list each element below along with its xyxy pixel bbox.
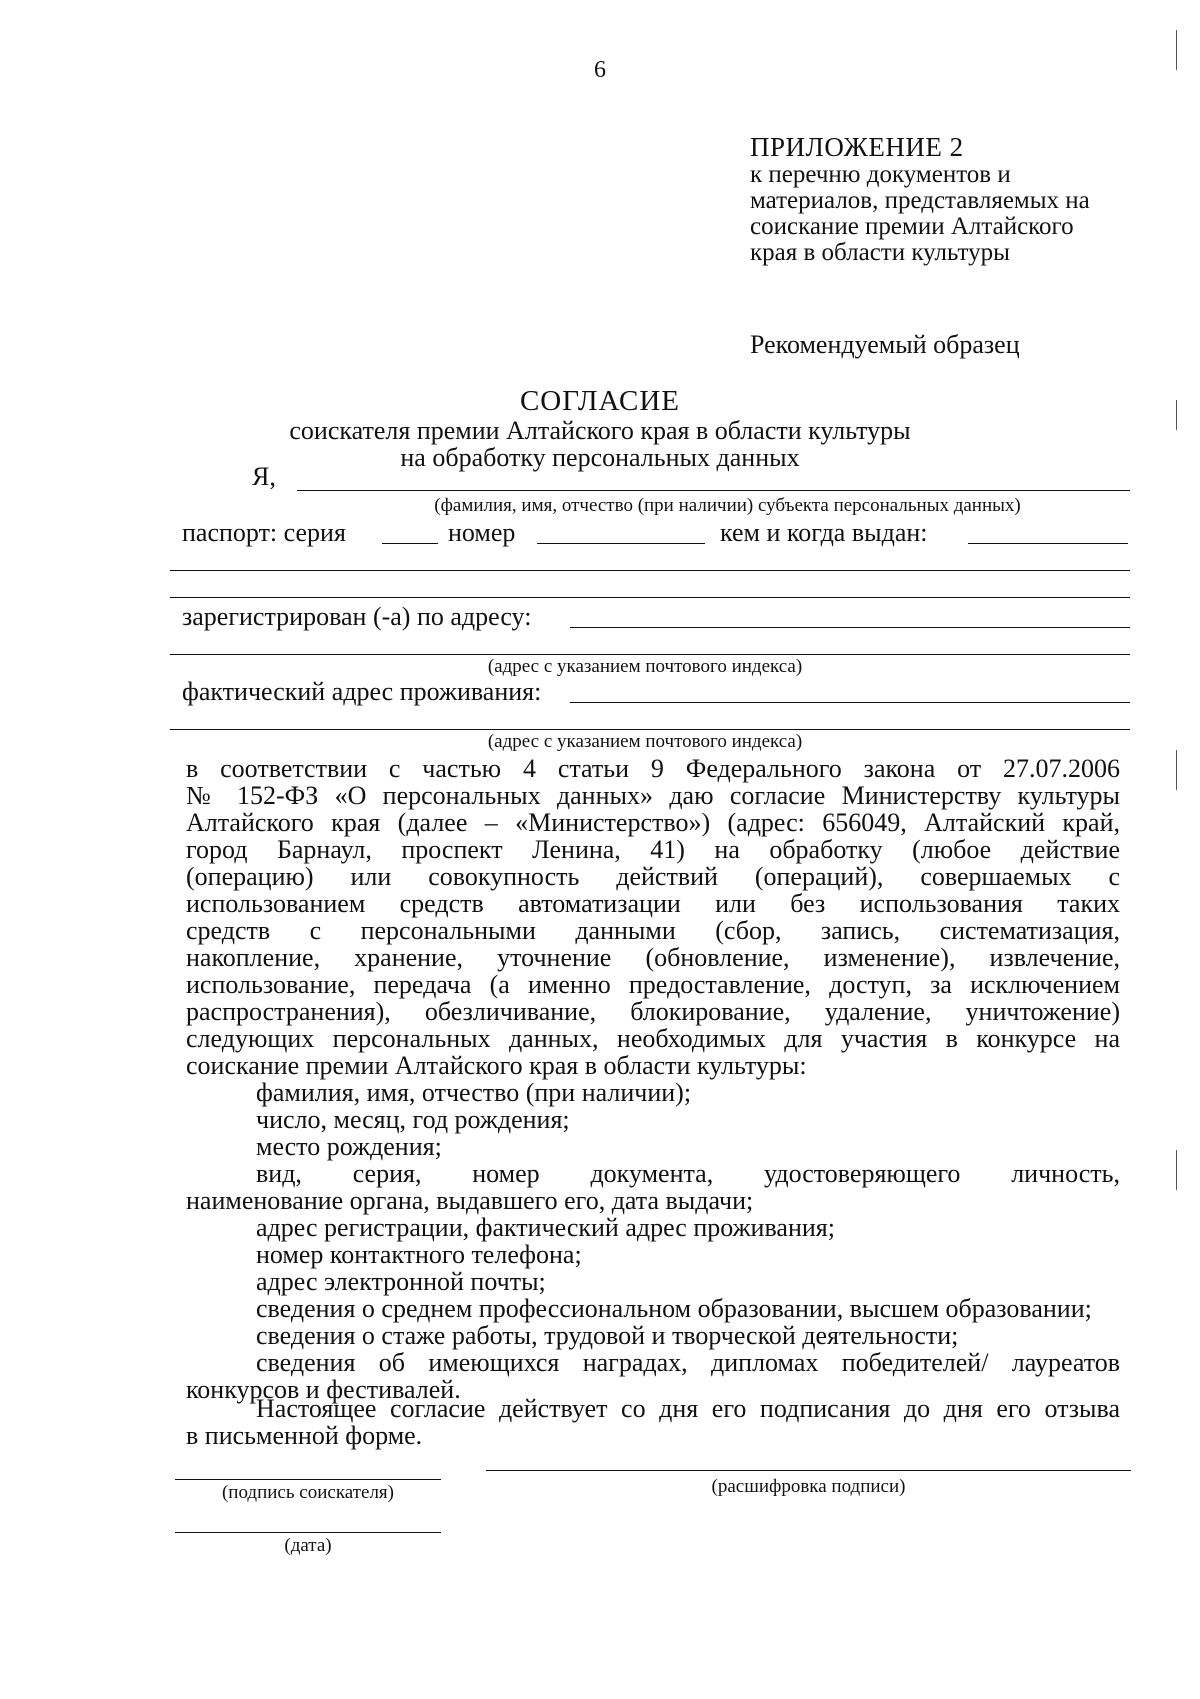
name-hint: (фамилия, имя, отчество (при наличии) субъекта персональных данных)	[434, 495, 1021, 516]
body-line: использованием средств автоматизации или без использования таких	[186, 889, 1120, 918]
appendix-header	[750, 132, 1170, 266]
applicant-signature-field[interactable]	[175, 1479, 441, 1480]
body-line: накопление, хранение, уточнение (обновление, изменение), извлечение,	[186, 943, 1120, 972]
issued-by-field-cont[interactable]	[170, 570, 1130, 571]
signature-decode-hint: (расшифровка подписи)	[711, 1476, 906, 1497]
body-line: город Барнаул, проспект Ленина, 41) на обработку (любое действие	[186, 835, 1120, 864]
sample-label: Рекомендуемый образец	[750, 330, 1020, 359]
body-line: (операцию) или совокупность действий (операций), совершаемых с	[186, 862, 1120, 891]
final-line: в письменной форме.	[186, 1421, 423, 1450]
document-title-block	[0, 385, 1200, 471]
page-number: 6	[594, 57, 606, 83]
list-item: вид, серия, номер документа, удостоверяющего личность,	[256, 1159, 1120, 1188]
list-item: место рождения;	[256, 1132, 442, 1161]
actual-address-field[interactable]	[570, 702, 1130, 703]
body-line: использование, передача (а именно предоставление, доступ, за исключением	[186, 970, 1120, 999]
body-line: соискание премии Алтайского края в области культуры:	[186, 1051, 807, 1080]
registered-address-field-cont[interactable]	[170, 654, 1130, 655]
appendix-line: к перечню документов и	[750, 161, 1011, 188]
date-field[interactable]	[175, 1532, 441, 1533]
list-item: адрес электронной почты;	[256, 1267, 546, 1296]
scan-edge-mark	[1176, 750, 1177, 790]
document-subtitle: на обработку персональных данных	[400, 443, 800, 472]
final-line: Настоящее согласие действует со дня его подписания до дня его отзыва	[256, 1394, 1120, 1423]
name-field[interactable]	[297, 490, 1130, 491]
list-item: число, месяц, год рождения;	[256, 1105, 570, 1134]
consent-body-text	[186, 755, 1120, 1079]
list-item: сведения о среднем профессиональном образовании, высшем образовании;	[256, 1294, 1092, 1323]
issued-by-field-cont[interactable]	[170, 597, 1130, 598]
appendix-subtitle	[750, 162, 1170, 266]
issued-by-field[interactable]	[968, 543, 1128, 544]
list-item-continuation: наименование органа, выдавшего его, дата выдачи;	[186, 1186, 754, 1215]
passport-series-label: паспорт: серия	[182, 518, 346, 547]
validity-paragraph	[186, 1395, 1120, 1449]
document-title: СОГЛАСИЕ	[519, 385, 681, 417]
list-item: адрес регистрации, фактический адрес проживания;	[256, 1213, 835, 1242]
registered-address-field[interactable]	[570, 627, 1130, 628]
list-item-continuation: конкурсов и фестивалей.	[186, 1375, 461, 1404]
appendix-line: края в области культуры	[750, 239, 1010, 266]
passport-series-field[interactable]	[382, 543, 438, 544]
document-subtitle: соискателя премии Алтайского края в области культуры	[289, 416, 911, 445]
signature-decode-field[interactable]	[486, 1470, 1131, 1471]
body-line: средств с персональными данными (сбор, запись, систематизация,	[186, 916, 1120, 945]
address-hint: (адрес с указанием почтового индекса)	[487, 656, 803, 677]
body-line: следующих персональных данных, необходимых для участия в конкурсе на	[186, 1024, 1120, 1053]
date-hint: (дата)	[284, 1535, 332, 1556]
address-hint: (адрес с указанием почтового индекса)	[487, 731, 803, 752]
issued-by-label: кем и когда выдан:	[720, 518, 928, 547]
body-line: распространения), обезличивание, блокирование, удаление, уничтожение)	[186, 997, 1120, 1026]
applicant-signature-hint: (подпись соискателя)	[221, 1482, 394, 1503]
body-line: в соответствии с частью 4 статьи 9 Федерального закона от 27.07.2006	[186, 754, 1120, 783]
body-line: № 152-ФЗ «О персональных данных» даю согласие Министерству культуры	[186, 781, 1120, 810]
passport-number-label: номер	[448, 518, 516, 547]
appendix-title: ПРИЛОЖЕНИЕ 2	[750, 132, 964, 162]
actual-address-label: фактический адрес проживания:	[182, 677, 542, 706]
appendix-line: соискание премии Алтайского	[750, 213, 1074, 240]
list-item: номер контактного телефона;	[256, 1240, 582, 1269]
passport-number-field[interactable]	[537, 543, 705, 544]
personal-data-list	[186, 1079, 1120, 1403]
scan-edge-mark	[1176, 1150, 1177, 1190]
appendix-line: материалов, представляемых на	[750, 187, 1090, 214]
list-item: сведения о стаже работы, трудовой и творческой деятельности;	[256, 1321, 959, 1350]
list-item: сведения об имеющихся наградах, дипломах победителей/ лауреатов	[256, 1348, 1120, 1377]
list-item: фамилия, имя, отчество (при наличии);	[256, 1078, 692, 1107]
body-line: Алтайского края (далее – «Министерство») (адрес: 656049, Алтайский край,	[186, 808, 1120, 837]
registered-address-label: зарегистрирован (-а) по адресу:	[182, 602, 532, 631]
i-label: Я,	[252, 462, 276, 491]
actual-address-field-cont[interactable]	[170, 729, 1130, 730]
